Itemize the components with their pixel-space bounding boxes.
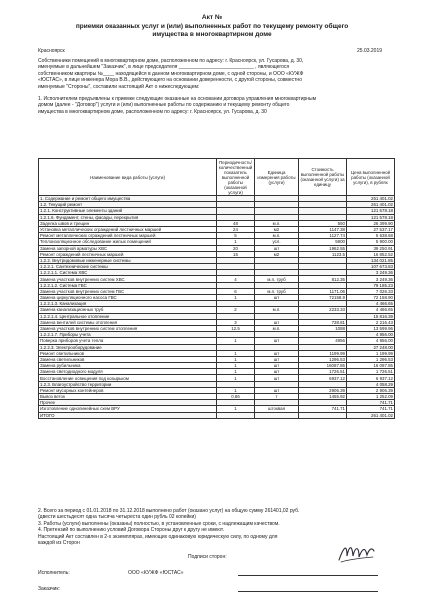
cell-name: 1.2.2. Внутридомовые инженерные системы [39, 257, 217, 263]
point-5-line: каждой из Сторон [38, 540, 80, 547]
point-5-line: Настоящий Акт составлен в 2-х экземплярах, имеющих одинаковую юридическую силу, по одному для [38, 533, 278, 540]
cell-periodicity: 1 [217, 369, 255, 375]
cell-periodicity: 5 [217, 233, 255, 239]
cell-name: 1.2. Текущий ремонт [39, 202, 217, 208]
cell-price: 1 199.99 [347, 350, 395, 356]
cell-unit: шт [255, 338, 299, 344]
cell-name: Восстановление освещения под козырьком [39, 375, 217, 381]
cell-periodicity: 20 [217, 245, 255, 251]
cell-cost: 1455.92 [299, 394, 347, 400]
cell-unit: шт [255, 356, 299, 362]
cell-unit: шт [255, 369, 299, 375]
cell-price: 261 401.02 [347, 412, 395, 418]
cell-periodicity: 3 [217, 319, 255, 325]
header-unit: Единица измерения работы (услуги) [255, 159, 299, 196]
cell-cost: 16087.85 [299, 363, 347, 369]
cell-price: 741.71 [347, 400, 395, 406]
cell-price: 7 026.33 [347, 288, 395, 294]
cell-unit: м.п. [255, 220, 299, 226]
cell-name: 1.2.1.6. Фундамент, стены, фасады, перекрытия [39, 214, 217, 220]
cell-price: 72 158.90 [347, 295, 395, 301]
point-line: домом (далее - "Договор") услуги и (или) выполненные работы по содержанию и текущему ремонту общего [38, 102, 290, 109]
cell-cost: 1127.74 [299, 233, 347, 239]
cell-unit: м2 [255, 251, 299, 257]
cell-name: Заделка швов и трещин [39, 220, 217, 226]
cell-price: 4 466.65 [347, 307, 395, 313]
cell-price: 27 248.00 [347, 344, 395, 350]
point-1-paragraph [38, 96, 394, 115]
cell-price: 1 726.51 [347, 369, 395, 375]
intro-line: Собственники помещений в многоквартирном доме, расположенном по адресу: г. Красноярск, ул. Гусарова, д. 30, [38, 58, 304, 64]
cell-price: 5 900.00 [347, 239, 395, 245]
cell-name: Ремонт мусорных контейнеров [39, 387, 217, 393]
cell-unit: шт [255, 375, 299, 381]
works-table-body [39, 196, 395, 419]
cell-periodicity: 24 [217, 226, 255, 232]
cell-unit: шт [255, 363, 299, 369]
cell-cost [299, 412, 347, 418]
header-name: Наименование вида работы (услуги) [39, 159, 217, 196]
cell-price: 121 578.18 [347, 208, 395, 214]
cell-price: 1 296.53 [347, 356, 395, 362]
document-date: 25.03.2019 [357, 48, 383, 54]
cell-name: Замена циркуляционного насоса ГВС [39, 295, 217, 301]
cell-price: 4 956.00 [347, 338, 395, 344]
customer-label: Заказчик: [38, 586, 60, 592]
cell-name: Вывоз веток [39, 394, 217, 400]
point-2-line: 2. Всего за период с 01.01.2018 по 31.12.2018 выполнено работ (оказано услуг) на общую сумму 261401,02 руб. [38, 508, 300, 514]
header-periodicity: Периодичность/количественный показатель выполненной работы (оказанной услуги) [217, 159, 255, 196]
cell-cost: 812.35 [299, 276, 347, 282]
cell-name: 1.2.3. Благоустройство территории [39, 381, 217, 387]
cell-name: 1.2.1. Конструктивные элементы зданий [39, 208, 217, 214]
cell-periodicity: 1 [217, 338, 255, 344]
cell-unit: м.п. труб [255, 276, 299, 282]
cell-unit: м.п. [255, 325, 299, 331]
intro-line: именуемые "Стороны", составили настоящий Акт о нижеследующем: [38, 83, 200, 90]
cell-price: 107 673.83 [347, 264, 395, 270]
cell-periodicity: 6 [217, 288, 255, 294]
cell-cost: 2906.39 [299, 387, 347, 393]
cell-price: 261 401.02 [347, 196, 395, 202]
cell-periodicity: 4 [217, 276, 255, 282]
cell-name: Замена светильников [39, 356, 217, 362]
cell-periodicity: 1 [217, 350, 255, 356]
cell-periodicity: 12.5 [217, 325, 255, 331]
cell-unit: шт [255, 319, 299, 325]
cell-unit: штоквая [255, 406, 299, 412]
cell-name: Ремонт ограждений лестничных маршей [39, 251, 217, 257]
cell-periodicity: 15 [217, 251, 255, 257]
cell-name: 1.2.2.1.1. Система ХВС [39, 270, 217, 276]
cell-periodicity: 0.86 [217, 394, 255, 400]
cell-price: 261 401.02 [347, 202, 395, 208]
header-price: Цена выполненной работы (оказанной услуги), в рублях [347, 159, 395, 196]
cell-cost: 4956 [299, 338, 347, 344]
intro-line: именуемые в дальнейшем "Заказчик", в лице председателя ___________________________ , являющегося [38, 64, 290, 71]
cell-cost: 6937.12 [299, 375, 347, 381]
point-3-line: 3. Работы (услуги) выполнены (оказаны) полностью, в установленные сроки, с надлежащим качеством. [38, 520, 280, 527]
header-cost: Стоимость выполненной работы (оказанной услуги) за единицу [299, 159, 347, 196]
handwritten-signature [336, 540, 376, 566]
cell-price: 741.71 [347, 406, 395, 412]
cell-price: 16 852.52 [347, 251, 395, 257]
cell-periodicity: 48 [217, 220, 255, 226]
cell-name: Замена вентилей системы отопления [39, 319, 217, 325]
cell-price: 4 466.65 [347, 301, 395, 307]
cell-unit: усл. [255, 239, 299, 245]
cell-price: 4 058.29 [347, 381, 395, 387]
table-row [39, 412, 395, 418]
cell-name: Замена участков внутренних систем ХВС [39, 276, 217, 282]
cell-unit: шт [255, 387, 299, 393]
executor-name: ООО «КУЖФ «ЮСТАС» [128, 570, 184, 576]
cell-periodicity: 1 [217, 406, 255, 412]
cell-cost: 741.71 [299, 406, 347, 412]
cell-name: Замена участков внутренних систем ГВС [39, 288, 217, 294]
cell-periodicity: 2 [217, 307, 255, 313]
cell-price: 13 599.96 [347, 325, 395, 331]
cell-price: 134 021.85 [347, 257, 395, 263]
cell-unit: м.п. [255, 307, 299, 313]
cell-name: 1.2.2.3. Электрооборудование [39, 344, 217, 350]
customer-signature-line [238, 591, 378, 592]
cell-name: Замена канализационных труб [39, 307, 217, 313]
cell-price: 2 216.43 [347, 319, 395, 325]
cell-periodicity: 1 [217, 363, 255, 369]
cell-unit [255, 412, 299, 418]
cell-cost: 1726.51 [299, 369, 347, 375]
cell-price: 27 537.17 [347, 226, 395, 232]
cell-price: 79 185.23 [347, 282, 395, 288]
cell-name: Установка металлических ограждений лестничных маршей [39, 226, 217, 232]
cell-price: 3 249.36 [347, 276, 395, 282]
cell-price: 15 816.39 [347, 313, 395, 319]
executor-label: Исполнитель: [38, 570, 70, 576]
cell-name: 1.2.2.1.2. Система ГВС [39, 282, 217, 288]
cell-unit: шт [255, 295, 299, 301]
point-line: имущества в многоквартирном доме, расположенном по адресу: г. Красноярск, ул. Гусарова, д. 30 [38, 108, 267, 115]
cell-name: 1.2.2.1.4. Центральное отопление [39, 313, 217, 319]
cell-name: 1.2.2.1.7. Приборы учета [39, 332, 217, 338]
cell-cost: 1088 [299, 325, 347, 331]
cell-name: 1. Содержание и ремонт общего имущества [39, 196, 217, 202]
cell-unit: шт [255, 245, 299, 251]
cell-name: Теплоизоляционное обследование жилых помещений [39, 239, 217, 245]
cell-cost: 1962.55 [299, 245, 347, 251]
cell-price: 3 249.36 [347, 270, 395, 276]
cell-price: 4 956.00 [347, 332, 395, 338]
cell-name: ИТОГО [39, 412, 217, 418]
cell-cost: 2233.33 [299, 307, 347, 313]
cell-cost: 1123.5 [299, 251, 347, 257]
cell-periodicity [217, 412, 255, 418]
cell-name: 1.2.2.1. Сантехнические системы [39, 264, 217, 270]
cell-periodicity: 1 [217, 387, 255, 393]
document-subtitle: приемки оказанных услуг и (или) выполненных работ по текущему ремонту общего имущества в многоквартирном доме [75, 23, 349, 38]
cell-price: 16 087.85 [347, 363, 395, 369]
cell-unit: м.п. труб [255, 288, 299, 294]
point-2-amount-words: (двести шестьдесят одна тысяча четыреста один рубль 02 копейки) [38, 514, 196, 521]
document-title: Акт № [201, 14, 223, 21]
cell-cost: 1147.38 [299, 226, 347, 232]
signatures-title: Подписи сторон: [188, 554, 227, 560]
cell-unit: м.п. [255, 233, 299, 239]
point-line: 1. Исполнителем предъявлены к приемке следующие оказанные на основании договора управления многоквартирным [38, 96, 317, 102]
cell-price: 5 638.68 [347, 233, 395, 239]
cell-price: 39 250.91 [347, 245, 395, 251]
cell-price: 1 252.09 [347, 394, 395, 400]
cell-periodicity: 1 [217, 375, 255, 381]
cell-unit: шт [255, 350, 299, 356]
cell-name: Ремонт светильников [39, 350, 217, 356]
cell-periodicity: 1 [217, 295, 255, 301]
cell-name: Замена запорной арматуры ХВС [39, 245, 217, 251]
cell-name: Изготовление однолинейных схем ВРУ [39, 406, 217, 412]
executor-signature-line [238, 575, 378, 576]
cell-cost: 1296.53 [299, 356, 347, 362]
cell-cost: 72158.9 [299, 295, 347, 301]
cell-cost: 1171.06 [299, 288, 347, 294]
point-4-line: 4. Претензий по выполнению условий Договора Стороны друг к другу не имеют. [38, 527, 225, 534]
table-header-row [39, 159, 395, 196]
intro-paragraph [38, 58, 394, 90]
cell-cost: 1199.99 [299, 350, 347, 356]
cell-periodicity: 1 [217, 239, 255, 245]
cell-name: Ремонт металлических ограждений лестничных маршей [39, 233, 217, 239]
city: Красноярск [38, 48, 65, 54]
cell-name: Поверка приборов учета тепла [39, 338, 217, 344]
cell-unit: т [255, 394, 299, 400]
cell-periodicity: 1 [217, 356, 255, 362]
intro-line: «ЮСТАС», в лице инженера Мора В.В., действующего на основании доверенности, с другой стороны, совместно [38, 77, 302, 84]
cell-price: 2 906.39 [347, 387, 395, 393]
cell-name: Замена участков внутренних систем отопления [39, 325, 217, 331]
cell-name: Замена светодиодного модуля [39, 369, 217, 375]
cell-name: 1.2.2.1.3. Канализация [39, 301, 217, 307]
cell-cost: 550 [299, 220, 347, 226]
works-table [38, 158, 395, 419]
cell-price: 26 399.90 [347, 220, 395, 226]
cell-unit: м2 [255, 226, 299, 232]
cell-price: 6 937.12 [347, 375, 395, 381]
cell-cost: 738.81 [299, 319, 347, 325]
cell-name: Замена рубильника [39, 363, 217, 369]
cell-name: Прочее [39, 400, 217, 406]
intro-line: собственником квартиры №____ находящейся в данном многоквартирном доме, с одной стороны, и ООО «КУЖФ [38, 70, 304, 77]
cell-price: 121 578.18 [347, 214, 395, 220]
cell-cost: 5900 [299, 239, 347, 245]
